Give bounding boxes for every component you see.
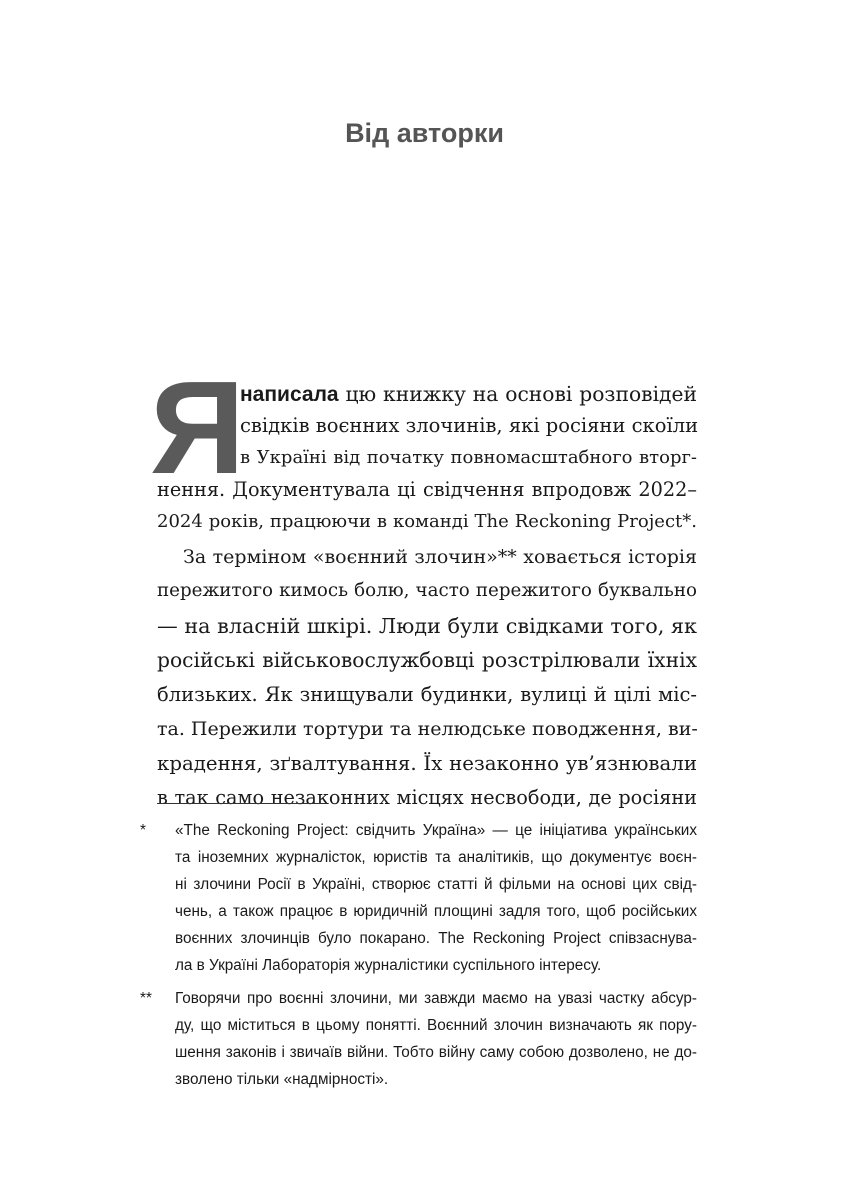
body-line-5: 2024 років, працюючи в команді The Reckoning Project*. [157,511,697,533]
footnote-2-line-1: Говорячи про воєнні злочини, ми завжди маємо на увазі частку абсур- [175,990,697,1007]
body-line-7: пережитого кимось болю, часто пережитого буквально [157,580,697,602]
body-line-6: За терміном «воєнний злочин»** ховається історія [183,545,697,568]
footnote-1-line-5: воєнних злочинців було покарано. The Reckoning Project співзаснува- [175,930,697,947]
body-line-13: в так само незаконних місцях несвободи, де росіяни [157,786,697,809]
footnote-2-line-4: зволено тільки «надмірності». [175,1071,389,1088]
body-line-8: — на власній шкірі. Люди були свідками того, як [157,613,697,638]
footnote-1-line-6: ла в Україні Лабораторія журналістики суспільного інтересу. [175,957,602,974]
body-line-11: та. Пережили тортури та нелюдське поводження, ви- [157,718,698,741]
lead-word: написала [240,383,339,406]
footnote-1-line-3: ні злочини Росії в Україні, створює статті й фільми на основі цих свід- [175,876,697,893]
footnote-divider [157,803,327,804]
footnote-2-line-2: ду, що міститься в цьому понятті. Воєнний злочин визначають як пору- [175,1017,697,1034]
body-line-4: нення. Документувала ці свідчення впродовж 2022– [157,478,697,502]
body-line-3: в Україні від початку повномасштабного вторг- [240,447,697,469]
body-line-text: цю книжку на основі розповідей [345,382,697,406]
body-line-10: близьких. Як знищували будинки, вулиці й цілі міс- [157,682,697,706]
footnote-1-line-2: та іноземних журналісток, юристів та аналітиків, що документує воєн- [175,849,697,866]
drop-cap: Я [150,354,245,501]
footnote-1-line-4: чень, а також працює в юридичній площині задля того, щоб російських [175,903,697,920]
footnote-1-line-1: «The Reckoning Project: свідчить Україна» — це ініціатива українських [175,822,697,839]
footnote-2-mark: ** [140,990,152,1007]
body-line-12: крадення, зґвалтування. Їх незаконно ув’язнювали [157,751,697,775]
footnote-1-mark: * [140,822,146,839]
body-line-9: російські військовослужбовці розстрілювали їхніх [157,648,697,673]
footnote-2-line-3: шення законів і звичаїв війни. Тобто війну саму собою дозволено, не до- [175,1044,697,1061]
body-line-2: свідків воєнних злочинів, які росіяни скоїли [240,414,699,438]
page-title: Від авторки [345,118,504,148]
